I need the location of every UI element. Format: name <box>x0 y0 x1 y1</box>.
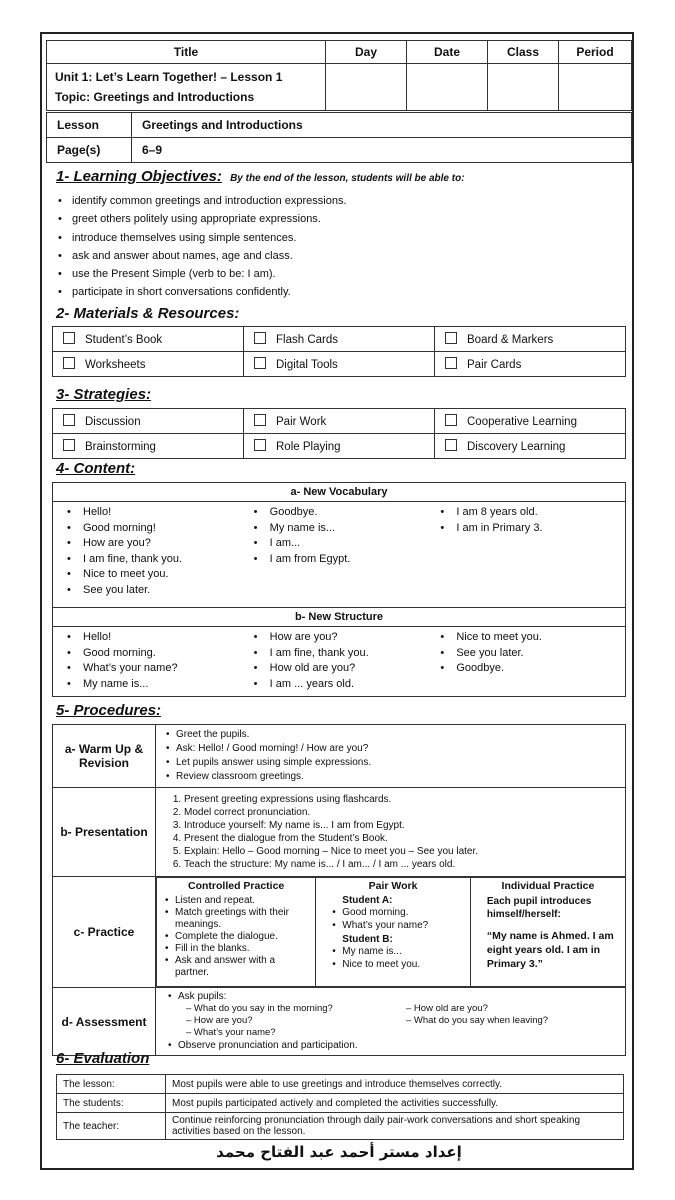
list-item: • I am 8 years old. <box>438 505 625 521</box>
lesson-label: Lesson <box>47 113 132 138</box>
strategy-discovery[interactable]: Discovery Learning <box>435 434 626 459</box>
list-item: • Goodbye. <box>252 505 439 521</box>
list-item: • I am ... years old. <box>252 677 439 693</box>
list-item: • Goodbye. <box>438 661 625 677</box>
structure-col-2 <box>252 630 439 692</box>
list-item: • My name is... <box>65 677 252 693</box>
list-item: • How old are you? <box>252 661 439 677</box>
checkbox-icon[interactable] <box>445 357 457 369</box>
list-item: • Greet the pupils. <box>164 728 617 742</box>
eval-students-label: The students: <box>57 1094 166 1113</box>
list-item: 2. Model correct pronunciation. <box>184 806 621 819</box>
checkbox-icon[interactable] <box>63 414 75 426</box>
pages-label: Page(s) <box>47 138 132 163</box>
list-item: • What’s your name? <box>330 919 464 932</box>
pair-title: Pair Work <box>368 880 418 892</box>
title-label: Title <box>47 41 326 64</box>
list-item: 4. Present the dialogue from the Student’s Book. <box>184 832 621 845</box>
list-item: • Ask and answer with a partner. <box>163 955 309 979</box>
evaluation-table <box>56 1074 624 1140</box>
eval-teacher-text: Continue reinforcing pronunciation through daily pair-work conversations and short speaking activities based on the lesson. <box>166 1113 624 1140</box>
checkbox-icon[interactable] <box>254 414 266 426</box>
list-item: • Ask: Hello! / Good morning! / How are you? <box>164 742 617 756</box>
list-item: • Match greetings with their meanings. <box>163 907 309 931</box>
materials-heading-row <box>56 305 239 322</box>
assess-question: – How are you? <box>186 1015 253 1026</box>
objectives-list <box>56 192 616 302</box>
student-b-list <box>322 945 464 971</box>
material-flash-cards[interactable]: Flash Cards <box>244 327 435 352</box>
list-item: • participate in short conversations confidently. <box>56 283 616 301</box>
eval-lesson-label: The lesson: <box>57 1075 166 1094</box>
period-value[interactable] <box>559 64 632 111</box>
list-item: • Hello! <box>65 505 252 521</box>
list-item: • Good morning. <box>330 906 464 919</box>
list-item: • ask and answer about names, age and class. <box>56 247 616 265</box>
structure-col-3 <box>438 630 625 692</box>
checkbox-icon[interactable] <box>445 414 457 426</box>
checkbox-icon[interactable] <box>254 332 266 344</box>
individual-title: Individual Practice <box>501 880 595 892</box>
unit-line: Unit 1: Let’s Learn Together! – Lesson 1 <box>55 70 283 84</box>
evaluation-heading: 6- Evaluation <box>56 1050 150 1067</box>
procedures-table <box>52 724 626 1056</box>
strategy-pair-work[interactable]: Pair Work <box>244 409 435 434</box>
list-item: • greet others politely using appropriate expressions. <box>56 210 616 228</box>
presentation-label: b- Presentation <box>53 788 156 877</box>
assess-question: – What’s your name? <box>186 1027 276 1038</box>
eval-lesson-text: Most pupils were able to use greetings and introduce themselves correctly. <box>166 1075 624 1094</box>
list-item: • identify common greetings and introduction expressions. <box>56 192 616 210</box>
date-value[interactable] <box>407 64 488 111</box>
eval-students-text: Most pupils participated actively and completed the activities successfully. <box>166 1094 624 1113</box>
lesson-plan-page <box>40 32 634 1170</box>
list-item: • Fill in the blanks. <box>163 943 309 955</box>
list-item: • Listen and repeat. <box>163 895 309 907</box>
list-item: • Review classroom greetings. <box>164 770 617 784</box>
vocab-col-1 <box>65 505 252 598</box>
list-item: • I am in Primary 3. <box>438 521 625 537</box>
material-pair-cards[interactable]: Pair Cards <box>435 352 626 377</box>
list-item: 1. Present greeting expressions using flashcards. <box>184 793 621 806</box>
unit-topic-cell <box>47 64 326 111</box>
list-item: • See you later. <box>438 646 625 662</box>
student-b-label: Student B: <box>342 934 393 945</box>
strategy-role-playing[interactable]: Role Playing <box>244 434 435 459</box>
materials-heading: 2- Materials & Resources: <box>56 305 240 322</box>
strategy-cooperative[interactable]: Cooperative Learning <box>435 409 626 434</box>
author-signature: إعداد مستر أحمد عبد الفتاح محمد <box>216 1143 462 1161</box>
presentation-list <box>160 793 621 871</box>
pages-value: 6–9 <box>132 138 632 163</box>
list-item: • introduce themselves using simple sentences. <box>56 229 616 247</box>
warmup-list <box>164 728 617 784</box>
class-label: Class <box>488 41 559 64</box>
objectives-intro: By the end of the lesson, students will be able to: <box>230 173 465 184</box>
practice-subtable <box>156 877 625 987</box>
list-item: • My name is... <box>252 521 439 537</box>
list-item: • See you later. <box>65 583 252 599</box>
list-item: • Nice to meet you. <box>438 630 625 646</box>
strategy-brainstorming[interactable]: Brainstorming <box>53 434 244 459</box>
list-item: • How are you? <box>252 630 439 646</box>
checkbox-icon[interactable] <box>445 332 457 344</box>
checkbox-icon[interactable] <box>445 439 457 451</box>
list-item: • How are you? <box>65 536 252 552</box>
objectives-heading-row <box>56 168 465 185</box>
list-item: • What’s your name? <box>65 661 252 677</box>
list-item: • I am... <box>252 536 439 552</box>
strategies-grid <box>52 408 626 459</box>
list-item: 3. Introduce yourself: My name is... I am from Egypt. <box>184 819 621 832</box>
assess-question: – How old are you? <box>406 1003 488 1014</box>
strategies-heading-row <box>56 386 151 403</box>
warmup-label: a- Warm Up & Revision <box>53 725 156 788</box>
header-table <box>46 40 632 111</box>
material-student-book[interactable]: Student’s Book <box>53 327 244 352</box>
eval-teacher-label: The teacher: <box>57 1113 166 1140</box>
list-item: • Hello! <box>65 630 252 646</box>
list-item: • Complete the dialogue. <box>163 931 309 943</box>
individual-quote: “My name is Ahmed. I am eight years old. I am in Primary 3.” <box>486 930 614 970</box>
material-board-markers[interactable]: Board & Markers <box>435 327 626 352</box>
assessment-list <box>166 991 615 1052</box>
lesson-meta-table <box>46 112 632 163</box>
student-a-list <box>322 906 464 932</box>
assess-question: – What do you say when leaving? <box>406 1015 549 1026</box>
controlled-list <box>163 895 309 979</box>
structure-title: b- New Structure <box>53 608 625 627</box>
list-item: • Let pupils answer using simple expressions. <box>164 756 617 770</box>
list-item: • I am from Egypt. <box>252 552 439 568</box>
vocab-col-3 <box>438 505 625 598</box>
assess-question: – What do you say in the morning? <box>186 1003 333 1014</box>
assessment-label: d- Assessment <box>53 988 156 1056</box>
controlled-title: Controlled Practice <box>188 880 285 892</box>
procedures-heading-row <box>56 702 161 719</box>
vocabulary-box <box>52 482 626 608</box>
vocabulary-title: a- New Vocabulary <box>53 483 625 502</box>
list-item: • Ask pupils: – What do you say in the morning? – How are you? – What’s your name? – How old are you? – What do you say when leaving? <box>166 991 615 1039</box>
checkbox-icon[interactable] <box>254 439 266 451</box>
checkbox-icon[interactable] <box>63 439 75 451</box>
lesson-value: Greetings and Introductions <box>132 113 632 138</box>
list-item: • Good morning. <box>65 646 252 662</box>
list-item: 6. Teach the structure: My name is... / I am... / I am ... years old. <box>184 858 621 871</box>
content-heading-row <box>56 460 135 477</box>
student-a-label: Student A: <box>342 895 393 906</box>
list-item: • Nice to meet you. <box>330 958 464 971</box>
list-item: • Nice to meet you. <box>65 567 252 583</box>
day-value[interactable] <box>326 64 407 111</box>
individual-intro: Each pupil introduces himself/herself: <box>486 896 592 920</box>
list-item: • I am fine, thank you. <box>65 552 252 568</box>
checkbox-icon[interactable] <box>63 332 75 344</box>
structure-col-1 <box>65 630 252 692</box>
objectives-heading: 1- Learning Objectives: <box>56 168 222 185</box>
period-label: Period <box>559 41 632 64</box>
material-digital-tools[interactable]: Digital Tools <box>244 352 435 377</box>
evaluation-heading-row <box>56 1050 149 1067</box>
day-label: Day <box>326 41 407 64</box>
material-worksheets[interactable]: Worksheets <box>53 352 244 377</box>
checkbox-icon[interactable] <box>63 357 75 369</box>
list-item: • use the Present Simple (verb to be: I am). <box>56 265 616 283</box>
topic-line: Topic: Greetings and Introductions <box>55 90 255 104</box>
class-value[interactable] <box>488 64 559 111</box>
practice-label: c- Practice <box>53 877 156 988</box>
list-item: • I am fine, thank you. <box>252 646 439 662</box>
strategies-heading: 3- Strategies: <box>56 386 152 403</box>
structure-box <box>52 607 626 697</box>
vocab-col-2 <box>252 505 439 598</box>
procedures-heading: 5- Procedures: <box>56 702 162 719</box>
list-item: • Observe pronunciation and participation. <box>166 1039 615 1052</box>
checkbox-icon[interactable] <box>254 357 266 369</box>
materials-grid <box>52 326 626 377</box>
list-item: 5. Explain: Hello – Good morning – Nice to meet you – See you later. <box>184 845 621 858</box>
list-item: • Good morning! <box>65 521 252 537</box>
date-label: Date <box>407 41 488 64</box>
strategy-discussion[interactable]: Discussion <box>53 409 244 434</box>
list-item: • My name is... <box>330 945 464 958</box>
content-heading: 4- Content: <box>56 460 136 477</box>
